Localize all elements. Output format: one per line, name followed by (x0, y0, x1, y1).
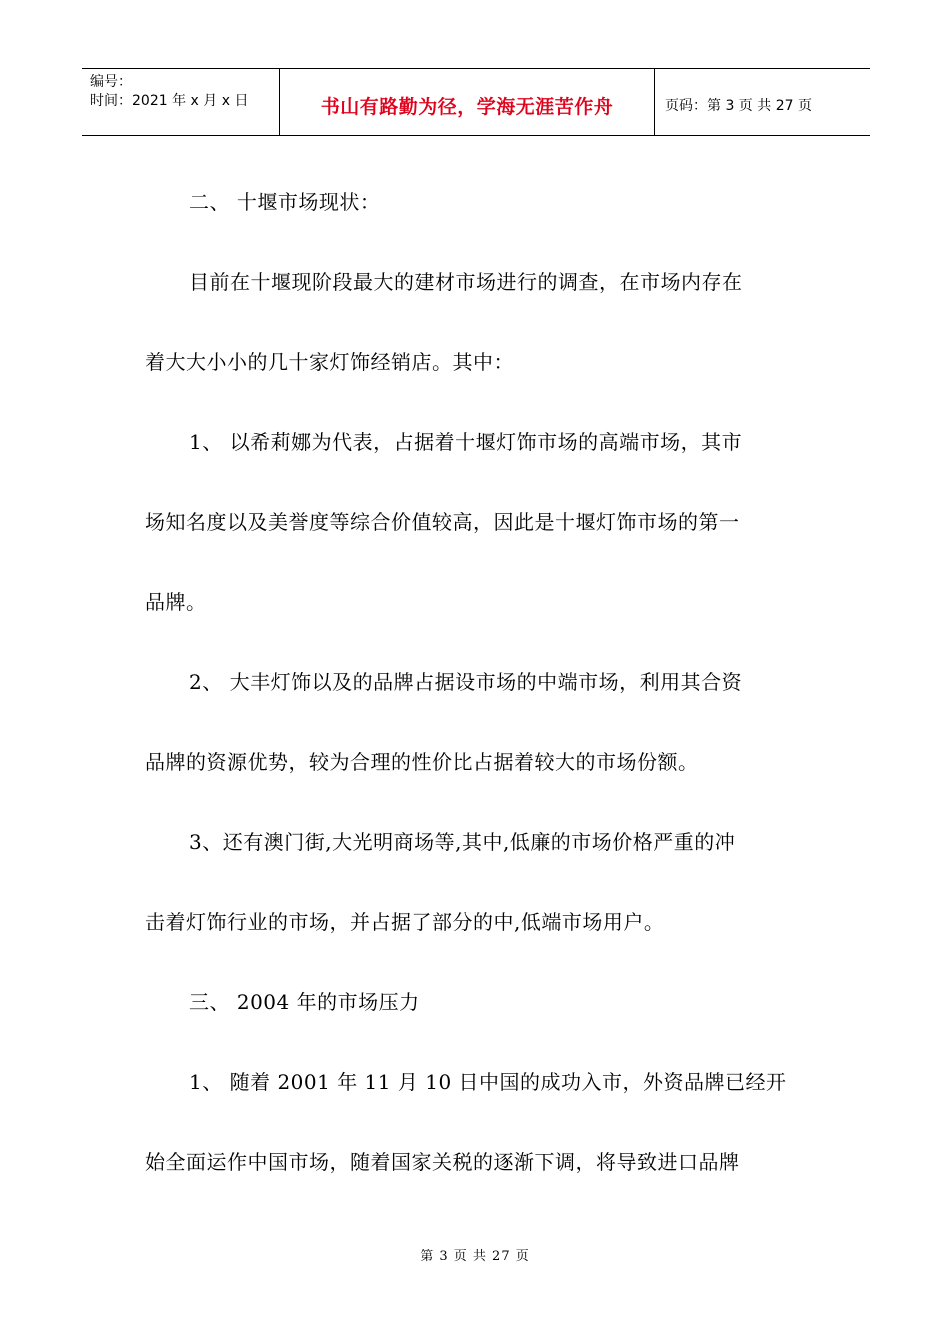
paragraph-line: 着大大小小的几十家灯饰经销店。其中： (145, 350, 514, 374)
paragraph-line: 始全面运作中国市场，随着国家关税的逐渐下调，将导致进口品牌 (145, 1150, 740, 1174)
motto-text: 书山有路勤为径，学海无涯苦作舟 (320, 95, 614, 118)
list-item-line: 1、 以希莉娜为代表，占据着十堰灯饰市场的高端市场，其市 (189, 430, 743, 454)
paragraph-line: 品牌。 (145, 590, 207, 614)
header-motto-cell (280, 69, 655, 135)
header-meta-cell (82, 69, 280, 135)
page-footer: 第 3 页 共 27 页 (420, 1249, 530, 1264)
paragraph-line: 品牌的资源优势，较为合理的性价比占据着较大的市场份额。 (145, 750, 699, 774)
serial-label: 编号： (90, 74, 132, 90)
header-page-cell (655, 69, 870, 135)
paragraph-line: 目前在十堰现阶段最大的建材市场进行的调查，在市场内存在 (189, 270, 743, 294)
section-heading: 二、 十堰市场现状： (189, 190, 381, 214)
document-body (145, 162, 805, 1202)
header-table (82, 68, 870, 136)
date-label: 时间：2021 年 x 月 x 日 (90, 93, 249, 109)
section-heading: 三、 2004 年的市场压力 (189, 990, 420, 1014)
paragraph-line: 击着灯饰行业的市场，并占据了部分的中,低端市场用户。 (145, 910, 665, 934)
header-page-info: 页码：第 3 页 共 27 页 (665, 98, 812, 114)
list-item-line: 2、 大丰灯饰以及的品牌占据设市场的中端市场，利用其合资 (189, 670, 743, 694)
list-item-line: 3、还有澳门街,大光明商场等,其中,低廉的市场价格严重的冲 (189, 830, 736, 854)
list-item-line: 1、 随着 2001 年 11 月 10 日中国的成功入市，外资品牌已经开 (189, 1070, 787, 1094)
paragraph-line: 场知名度以及美誉度等综合价值较高，因此是十堰灯饰市场的第一 (145, 510, 740, 534)
